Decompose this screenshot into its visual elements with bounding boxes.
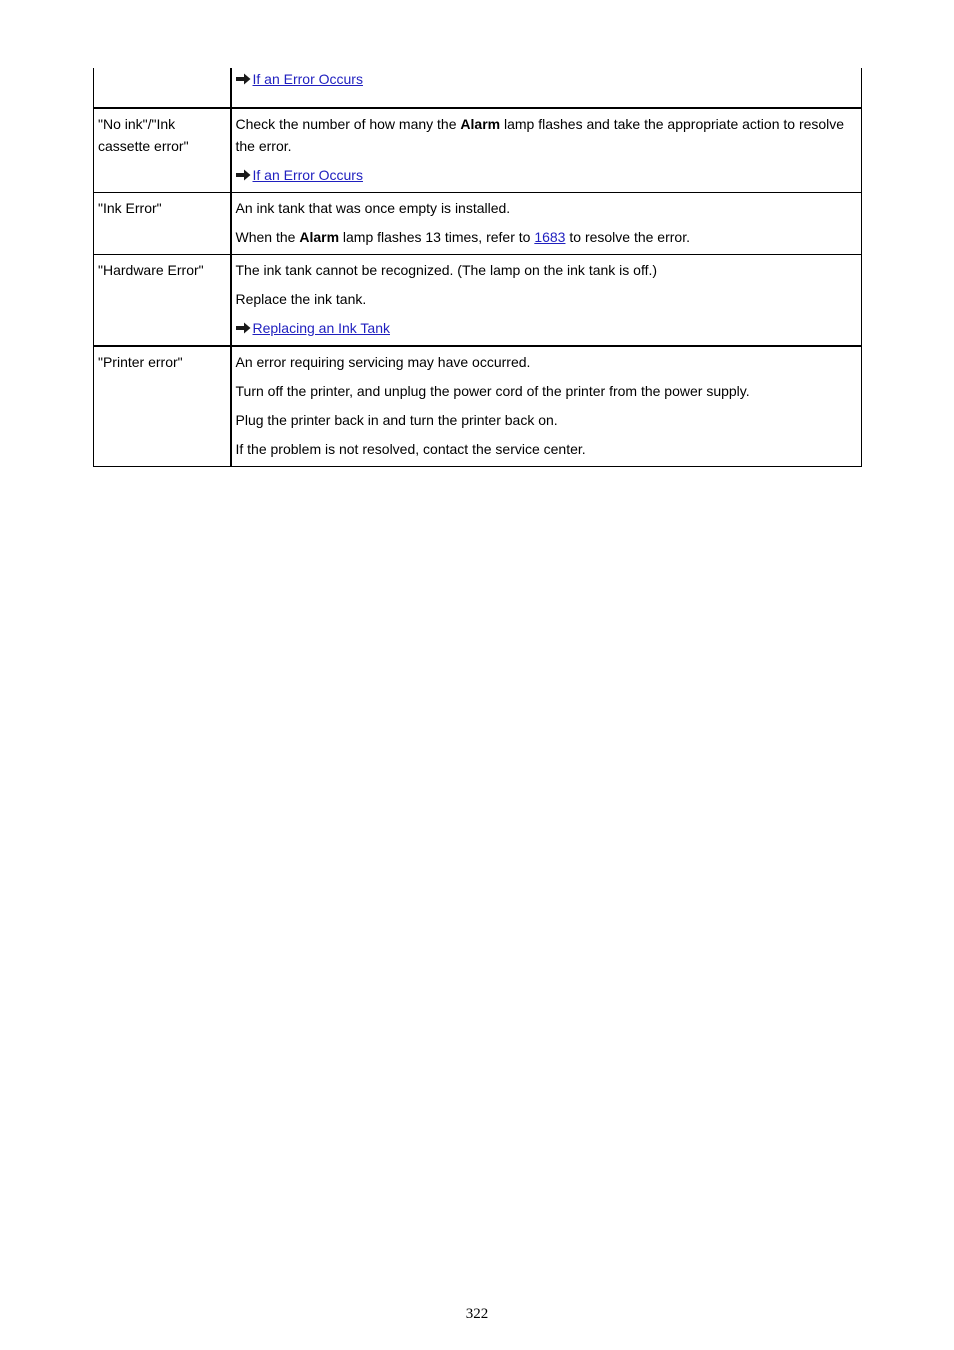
error-message-text: "No ink"/"Ink cassette error" xyxy=(98,116,189,154)
action-text-part: lamp flashes and take the appropriate action to resolve the error. xyxy=(235,116,845,154)
action-text: The ink tank cannot be recognized. (The lamp on the ink tank is off.) xyxy=(235,262,658,278)
action-text xyxy=(236,226,858,248)
table-row xyxy=(94,193,862,255)
action-text: Turn off the printer, and unplug the power cord of the printer from the power supply. xyxy=(235,383,750,399)
error-message-cell xyxy=(94,68,231,108)
action-text: Replace the ink tank. xyxy=(235,291,367,307)
table-row xyxy=(94,346,862,467)
page-number: 322 xyxy=(465,1306,489,1322)
error-action-cell xyxy=(231,255,862,347)
action-text-part: When the xyxy=(235,229,300,245)
action-text xyxy=(236,113,858,157)
action-text: If the problem is not resolved, contact the service center. xyxy=(235,441,586,457)
table-row xyxy=(94,108,862,193)
error-action-cell xyxy=(231,108,862,193)
action-text: An ink tank that was once empty is installed. xyxy=(235,200,511,216)
support-code-link[interactable]: 1683 xyxy=(534,229,566,245)
if-an-error-occurs-link[interactable]: If an Error Occurs xyxy=(252,167,363,183)
error-message-text: "Hardware Error" xyxy=(98,262,204,278)
if-an-error-occurs-link[interactable]: If an Error Occurs xyxy=(252,71,363,87)
table-row xyxy=(94,255,862,347)
error-message-cell xyxy=(94,108,231,193)
action-text-part: Check the number of how many the xyxy=(235,116,461,132)
error-action-cell xyxy=(231,193,862,255)
right-arrow-icon xyxy=(236,322,251,334)
error-message-text: "Ink Error" xyxy=(98,200,162,216)
action-text: Plug the printer back in and turn the printer back on. xyxy=(235,412,558,428)
replacing-an-ink-tank-link[interactable]: Replacing an Ink Tank xyxy=(252,320,390,336)
action-text: An error requiring servicing may have occurred. xyxy=(235,354,531,370)
error-action-cell xyxy=(231,346,862,467)
link-line xyxy=(236,317,858,339)
error-message-text: "Printer error" xyxy=(98,354,183,370)
right-arrow-icon xyxy=(236,169,251,181)
alarm-label: Alarm xyxy=(460,116,501,132)
link-line xyxy=(236,164,858,186)
link-line xyxy=(236,68,858,90)
right-arrow-icon xyxy=(236,73,251,85)
table-row xyxy=(94,68,862,108)
error-action-cell xyxy=(231,68,862,108)
error-table xyxy=(93,68,862,467)
alarm-label: Alarm xyxy=(299,229,340,245)
action-text-part: lamp flashes 13 times, refer to xyxy=(339,229,535,245)
error-message-cell xyxy=(94,255,231,347)
error-message-cell xyxy=(94,346,231,467)
action-text-part: to resolve the error. xyxy=(565,229,690,245)
error-message-cell xyxy=(94,193,231,255)
